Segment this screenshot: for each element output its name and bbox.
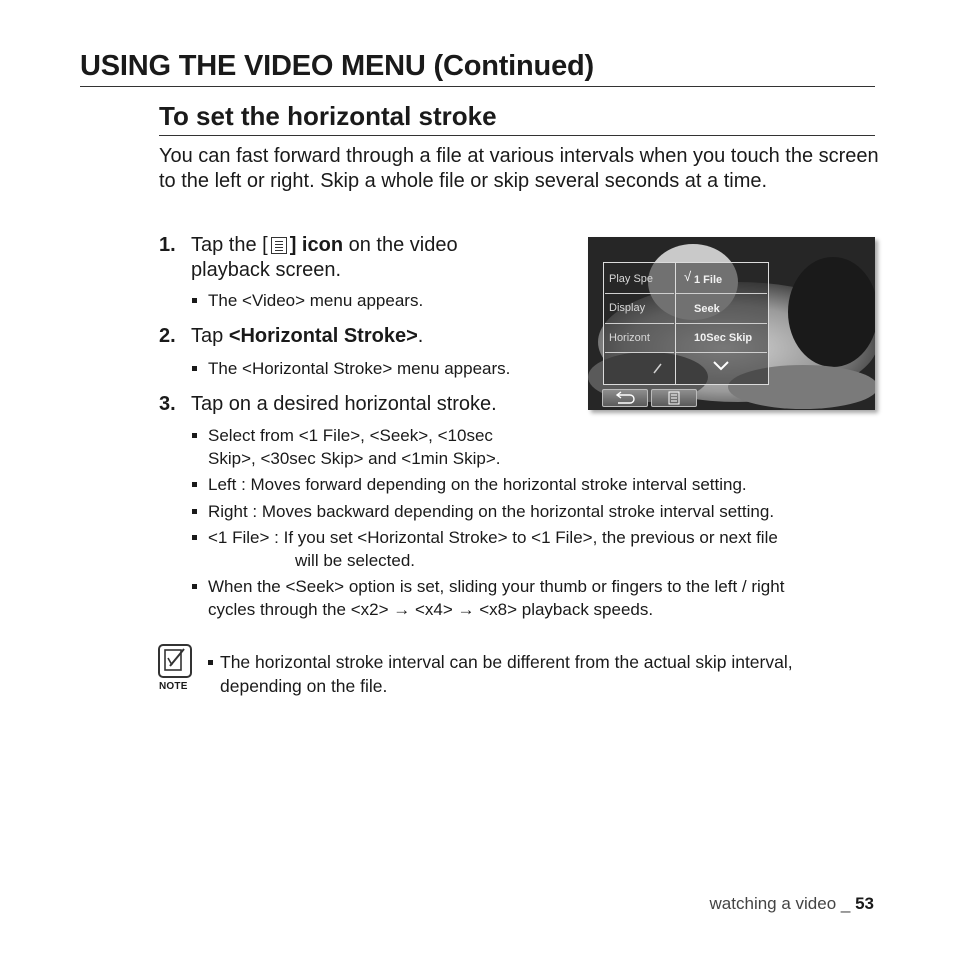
step-number: 3.: [159, 393, 176, 415]
bullet-mark: [192, 298, 197, 303]
menu-item-play-speed[interactable]: Play Spe: [609, 273, 654, 285]
bullet-mark: [208, 660, 213, 665]
section-title: To set the horizontal stroke: [159, 101, 497, 131]
bullet-mark: [192, 433, 197, 438]
chevron-down-icon[interactable]: [712, 360, 730, 372]
menu-item-horizontal-stroke[interactable]: Horizont: [609, 332, 650, 344]
check-icon: √: [684, 269, 692, 284]
step-number: 1.: [159, 234, 176, 256]
menu-button[interactable]: [651, 389, 697, 407]
back-button[interactable]: [602, 389, 648, 407]
page-title: USING THE VIDEO MENU (Continued): [80, 50, 594, 82]
step-text: Tap on a desired horizontal stroke.: [191, 393, 497, 415]
step-text: Tap the [ ] icon on the video playback screen.: [191, 234, 458, 281]
bullet-mark: [192, 535, 197, 540]
menu-icon: [271, 237, 287, 254]
page-number: 53: [855, 894, 874, 913]
bullet-mark: [192, 366, 197, 371]
footer-section: watching a video _: [709, 894, 856, 913]
bullet-mark: [192, 482, 197, 487]
chevron-up-icon: [653, 362, 663, 374]
intro-paragraph: You can fast forward through a file at various intervals when you touch the screen to the left or right. Skip a whole file or skip several seconds at a time.: [159, 145, 879, 192]
option-seek[interactable]: Seek: [694, 303, 720, 315]
menu-icon: [652, 390, 696, 406]
back-icon: [603, 390, 647, 406]
option-1-file[interactable]: 1 File: [694, 274, 723, 286]
note-icon: [158, 644, 192, 678]
step-text: Tap <Horizontal Stroke>.: [191, 325, 424, 347]
step-number: 2.: [159, 325, 176, 347]
device-screenshot: [588, 237, 875, 410]
menu-item-display[interactable]: Display: [609, 302, 646, 314]
page-footer: [710, 894, 874, 914]
section-divider: [159, 135, 875, 136]
option-10sec-skip[interactable]: 10Sec Skip: [694, 332, 753, 344]
title-divider: [80, 86, 875, 87]
bullet-mark: [192, 509, 197, 514]
bullet-mark: [192, 584, 197, 589]
note-label: NOTE: [159, 681, 188, 692]
horizontal-stroke-menu: [603, 262, 769, 385]
